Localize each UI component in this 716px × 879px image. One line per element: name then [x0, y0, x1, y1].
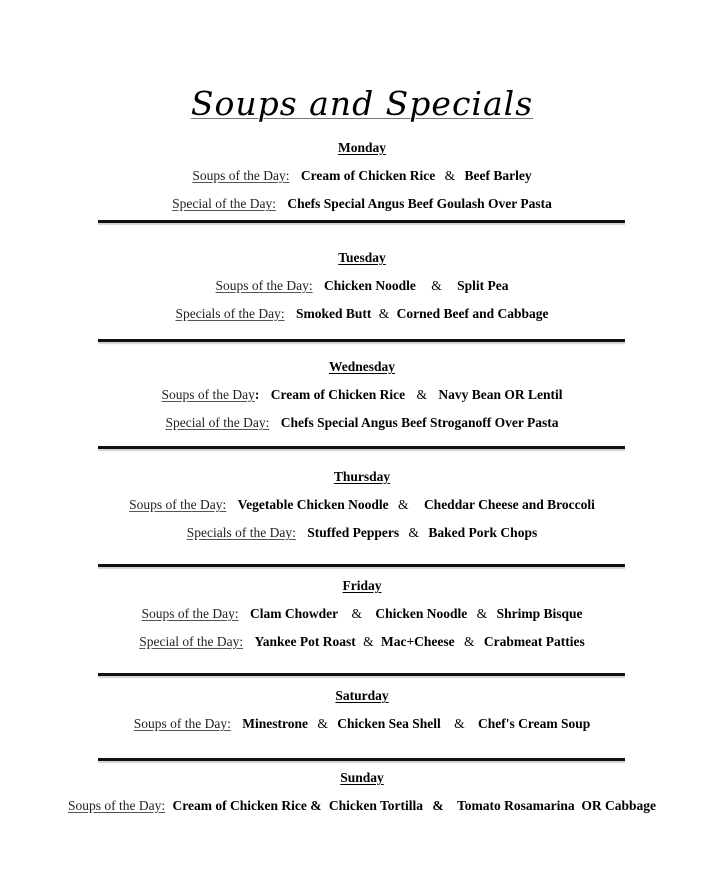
separator: &	[398, 497, 409, 512]
special-item: Chefs Special Angus Beef Stroganoff Over Pasta	[280, 415, 559, 430]
soups-label: Soups of the Day:	[215, 278, 313, 293]
special-item: Chefs Special Angus Beef Goulash Over Pasta	[287, 196, 552, 211]
soup-item: Clam Chowder	[250, 606, 339, 621]
soups-line	[0, 167, 716, 185]
section-divider	[98, 564, 625, 567]
day-section-thursday	[0, 468, 716, 542]
day-section-monday	[0, 139, 716, 213]
special-item: Stuffed Peppers	[307, 525, 400, 540]
day-heading: Friday	[342, 578, 382, 593]
soups-label: Soups of the Day:	[141, 606, 239, 621]
separator: &	[351, 606, 363, 621]
soup-item: Chicken Sea Shell	[337, 716, 441, 731]
separator: &	[431, 278, 442, 293]
section-divider	[98, 339, 625, 342]
soup-item: Chicken Noodle	[323, 278, 416, 293]
special-line	[0, 414, 716, 432]
separator: &	[378, 306, 390, 321]
special-item: Yankee Pot Roast	[254, 634, 356, 649]
soups-line	[0, 715, 716, 733]
soup-item: Cream of Chicken Rice	[300, 168, 436, 183]
day-section-friday	[0, 577, 716, 651]
special-label: Special of the Day:	[139, 634, 244, 649]
day-heading: Wednesday	[328, 359, 396, 374]
day-section-tuesday	[0, 249, 716, 323]
special-item: Mac+Cheese	[380, 634, 455, 649]
separator: &	[476, 606, 488, 621]
day-heading: Thursday	[333, 469, 391, 484]
section-divider	[98, 446, 625, 449]
label-colon: :	[254, 387, 260, 402]
separator: &	[408, 525, 420, 540]
soups-line	[0, 496, 716, 514]
separator: &	[444, 168, 456, 183]
soups-line	[0, 386, 716, 404]
soup-item: Cream of Chicken Rice	[172, 798, 307, 813]
special-item: Baked Pork Chops	[428, 525, 538, 540]
soup-item: Tomato Rosamarina OR Cabbage	[457, 798, 657, 813]
special-line	[0, 195, 716, 213]
day-section-wednesday	[0, 358, 716, 432]
day-heading: Saturday	[335, 688, 389, 703]
section-divider	[98, 758, 625, 761]
special-label: Specials of the Day:	[186, 525, 296, 540]
soups-label: Soups of the Day:	[192, 168, 290, 183]
day-section-saturday	[0, 687, 716, 733]
special-line	[0, 524, 716, 542]
section-divider	[98, 673, 625, 676]
page-title: Soups and Specials	[190, 84, 534, 123]
special-item: Corned Beef and Cabbage	[396, 306, 549, 321]
soup-item: Cheddar Cheese and Broccoli	[423, 497, 595, 512]
soup-item: Chicken Tortilla	[328, 798, 423, 813]
day-heading: Tuesday	[338, 250, 386, 265]
separator: &	[363, 634, 374, 649]
day-heading: Monday	[337, 140, 386, 155]
special-item: Smoked Butt	[295, 306, 372, 321]
soups-line	[0, 605, 716, 623]
day-heading: Sunday	[340, 770, 384, 785]
special-label: Specials of the Day:	[175, 306, 285, 321]
special-line	[0, 305, 716, 323]
day-section-sunday	[0, 769, 716, 815]
separator: &	[432, 798, 444, 813]
soup-item: Navy Bean OR Lentil	[438, 387, 563, 402]
soups-label: Soups of the Day:	[67, 798, 166, 813]
soups-label: Soups of the Day:	[129, 497, 227, 512]
soup-item: Split Pea	[457, 278, 509, 293]
soup-item: Shrimp Bisque	[496, 606, 583, 621]
soups-label: Soups of the Day:	[133, 716, 231, 731]
special-label: Special of the Day:	[165, 415, 270, 430]
separator: &	[310, 798, 322, 813]
soup-item: Vegetable Chicken Noodle	[237, 497, 389, 512]
separator: &	[454, 716, 465, 731]
special-line	[0, 633, 716, 651]
soup-item: Chicken Noodle	[375, 606, 468, 621]
separator: &	[416, 387, 427, 402]
soups-label: Soups of the Day	[161, 387, 255, 402]
soups-line	[0, 797, 716, 815]
separator: &	[317, 716, 328, 731]
section-divider	[98, 220, 625, 223]
special-item: Crabmeat Patties	[483, 634, 585, 649]
soup-item: Chef's Cream Soup	[478, 716, 591, 731]
soups-line	[0, 277, 716, 295]
soup-item: Cream of Chicken Rice	[270, 387, 406, 402]
separator: &	[464, 634, 475, 649]
soup-item: Beef Barley	[464, 168, 532, 183]
soup-item: Minestrone	[242, 716, 308, 731]
special-label: Special of the Day:	[172, 196, 276, 211]
